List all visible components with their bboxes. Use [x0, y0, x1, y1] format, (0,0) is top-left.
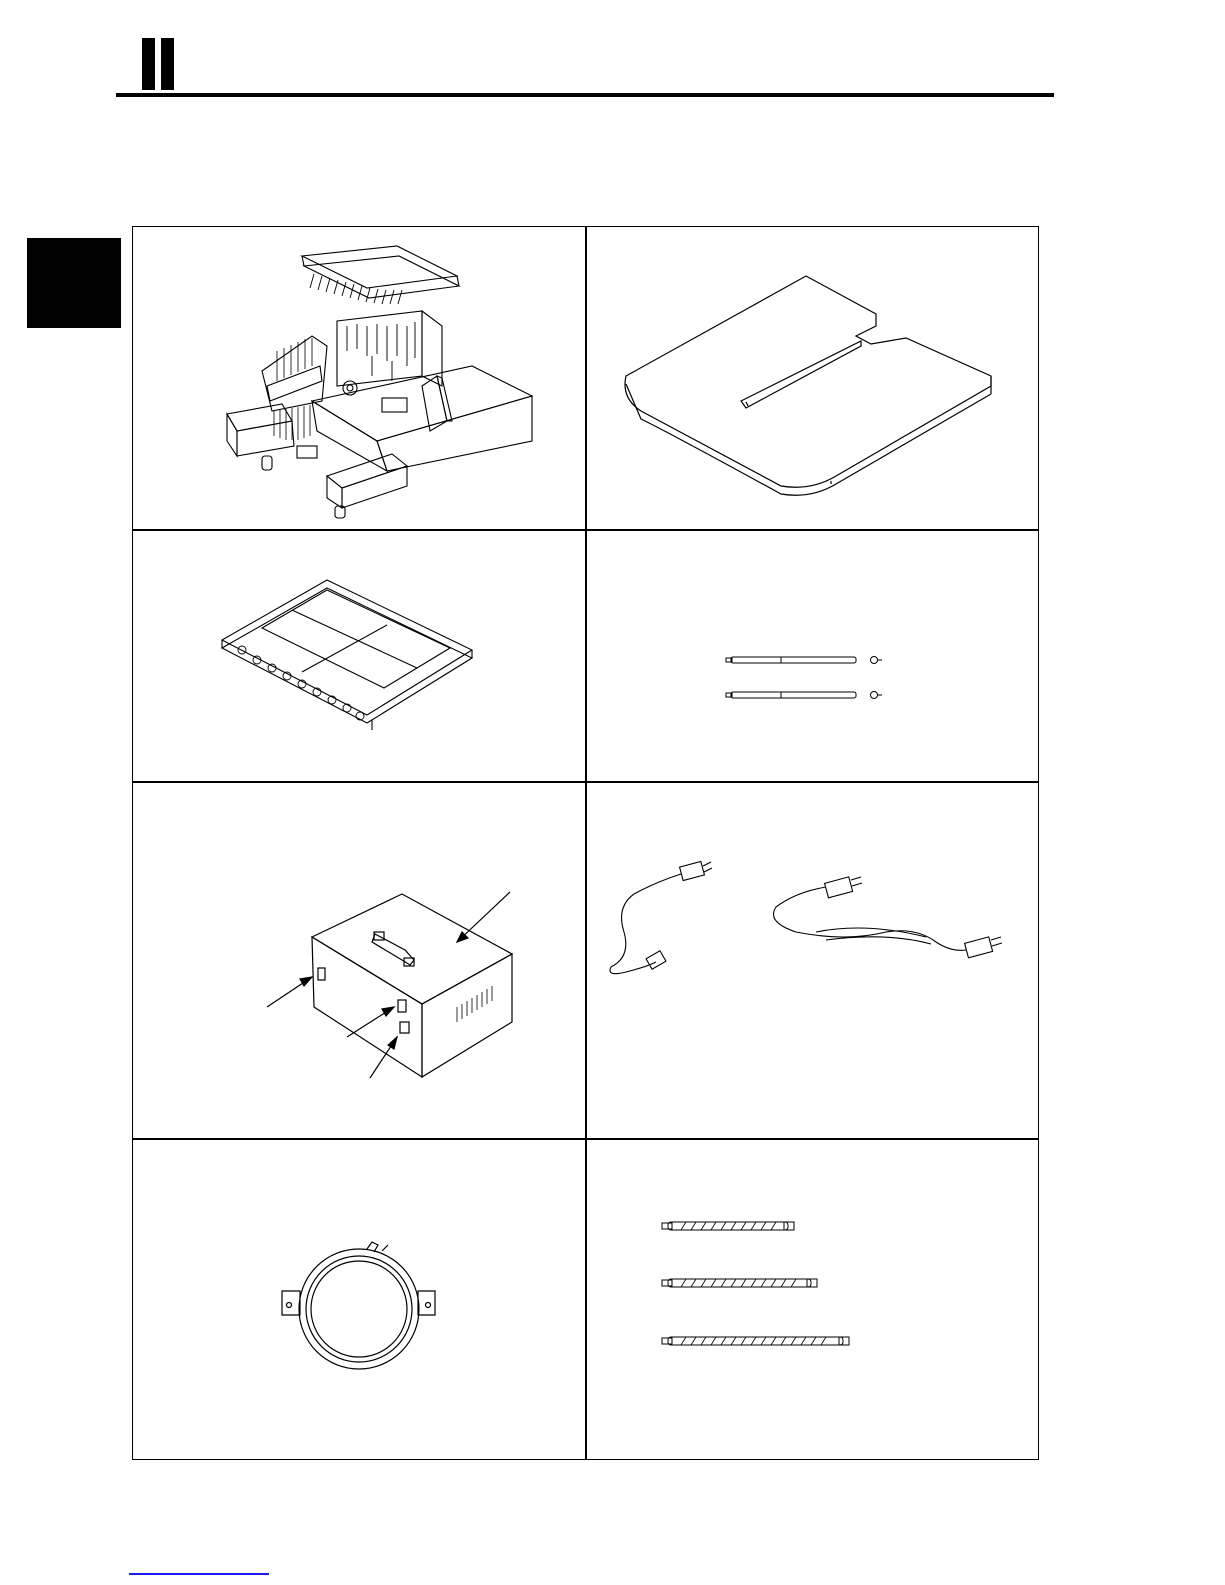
header-rule: [116, 93, 1054, 97]
power-cords-illustration-icon: [586, 782, 1039, 1138]
transformer-illustration-icon: [132, 782, 585, 1138]
chapter-mark-icon: [142, 38, 174, 90]
spool-rods-illustration-icon: [586, 530, 1039, 781]
machine-illustration-icon: [132, 226, 585, 529]
hoop-illustration-icon: [132, 1139, 585, 1460]
footer-link-underline[interactable]: [129, 1573, 269, 1575]
tubes-illustration-icon: [586, 1139, 1039, 1460]
thread-stand-illustration-icon: [132, 530, 585, 781]
table-illustration-icon: [586, 226, 1039, 529]
chapter-side-tab: [27, 238, 121, 328]
